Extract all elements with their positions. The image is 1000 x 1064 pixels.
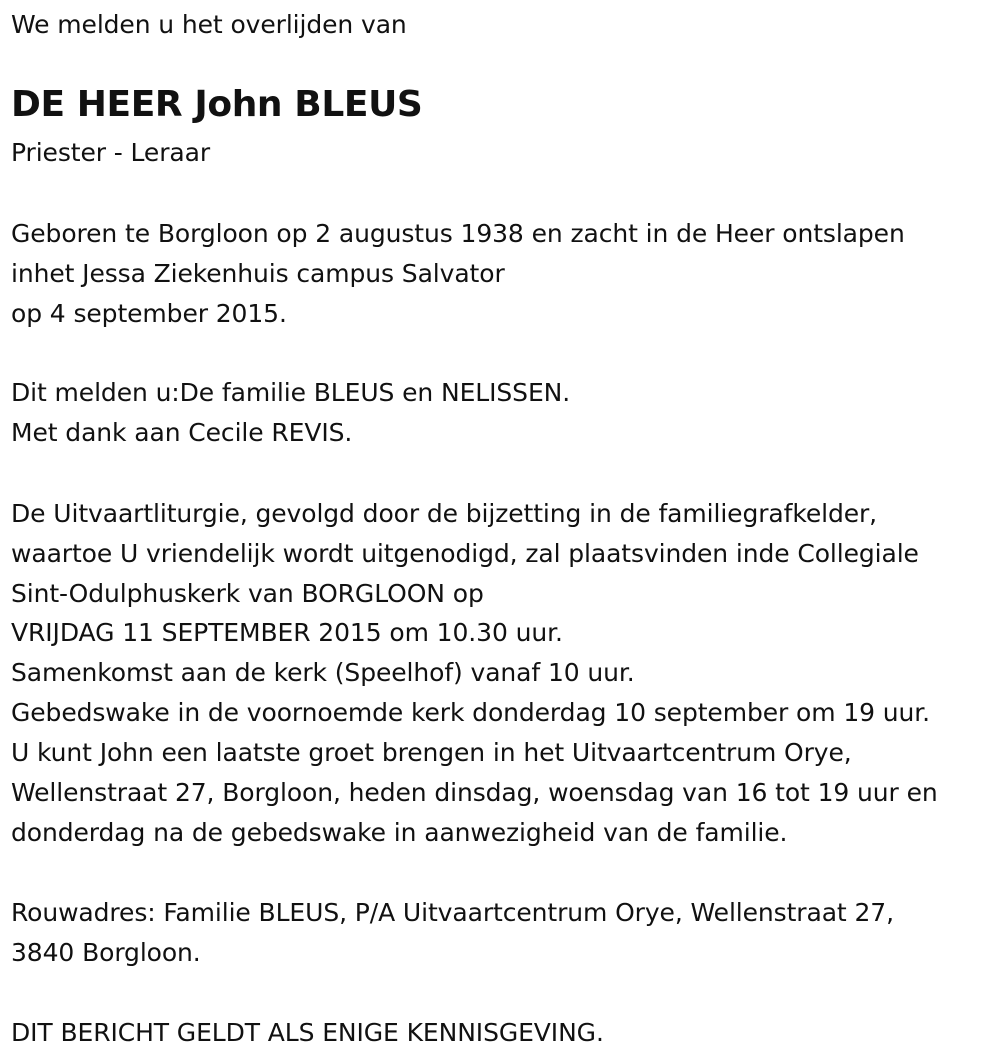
paragraph-line: op 4 september 2015. (11, 299, 287, 328)
intro-text: We melden u het overlijden van (11, 10, 407, 39)
paragraph-line: Dit melden u:De familie BLEUS en NELISSEN. (11, 378, 571, 407)
paragraph-line: donderdag na de gebedswake in aanwezigheid van de familie. (11, 818, 788, 847)
paragraph-line: Geboren te Borgloon op 2 augustus 1938 en zacht in de Heer ontslapen (11, 219, 905, 248)
paragraph-line: U kunt John een laatste groet brengen in het Uitvaartcentrum Orye, (11, 738, 852, 767)
paragraph-line: Met dank aan Cecile REVIS. (11, 418, 353, 447)
paragraph-line: Sint-Odulphuskerk van BORGLOON op (11, 579, 484, 608)
closing-text: DIT BERICHT GELDT ALS ENIGE KENNISGEVING. (11, 1018, 604, 1047)
paragraph-line: De Uitvaartliturgie, gevolgd door de bijzetting in de familiegrafkelder, (11, 499, 878, 528)
paragraph-line: Gebedswake in de voornoemde kerk donderdag 10 september om 19 uur. (11, 698, 930, 727)
paragraph-line: waartoe U vriendelijk wordt uitgenodigd, zal plaatsvinden inde Collegiale (11, 539, 919, 568)
deceased-name: DE HEER John BLEUS (11, 84, 423, 125)
paragraph-line: Samenkomst aan de kerk (Speelhof) vanaf 10 uur. (11, 658, 635, 687)
paragraph-line: VRIJDAG 11 SEPTEMBER 2015 om 10.30 uur. (11, 618, 563, 647)
paragraph-line: 3840 Borgloon. (11, 938, 201, 967)
paragraph-line: Wellenstraat 27, Borgloon, heden dinsdag, woensdag van 16 tot 19 uur en (11, 778, 938, 807)
paragraph-line: Rouwadres: Familie BLEUS, P/A Uitvaartcentrum Orye, Wellenstraat 27, (11, 898, 894, 927)
paragraph-line: inhet Jessa Ziekenhuis campus Salvator (11, 259, 505, 288)
occupation-text: Priester - Leraar (11, 138, 211, 167)
